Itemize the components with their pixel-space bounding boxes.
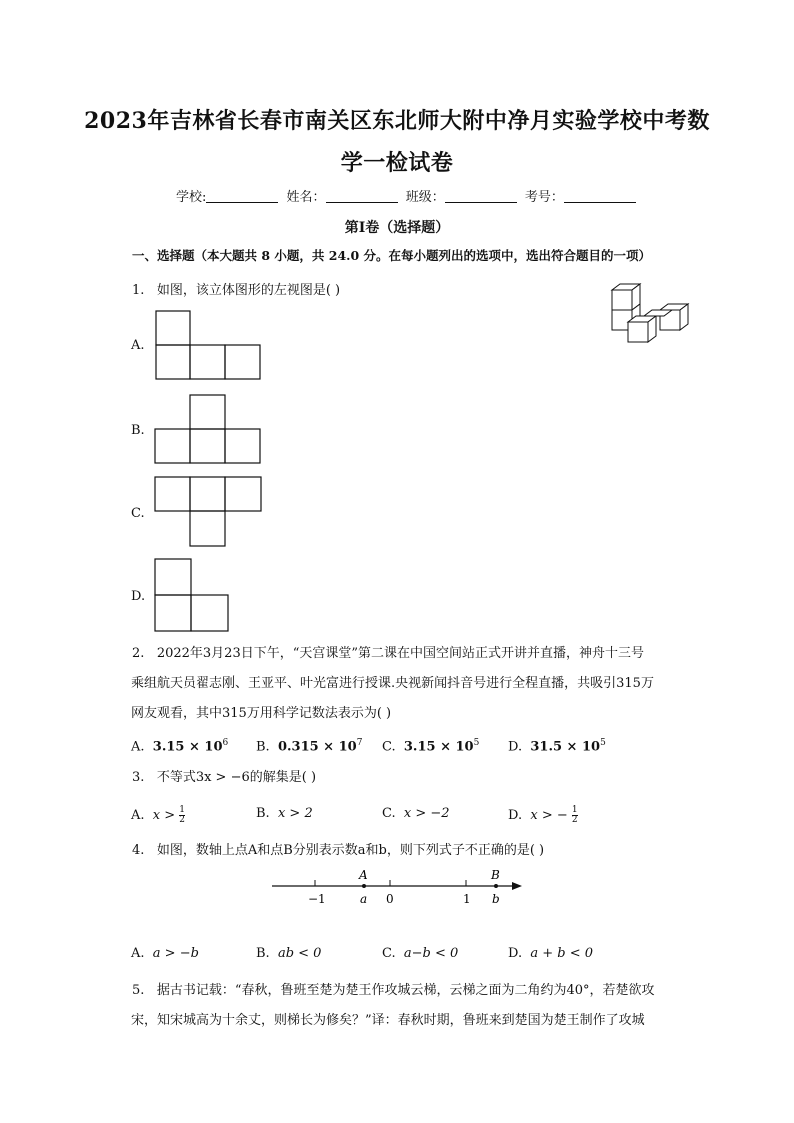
q4-text: 如图，数轴上点A和点B分别表示数a和b，则下列式子不正确的是( ) [156, 843, 545, 858]
q2-text-line2: 乘组航天员翟志刚、王亚平、叶光富进行授课.央视新闻抖音号进行全程直播，共吸引315万 [131, 676, 654, 691]
tick-1-label: 1 [463, 892, 471, 906]
q3-number: 3. [132, 770, 145, 785]
q1-option-c-label: C. [131, 506, 145, 521]
point-a-dot [362, 884, 366, 888]
q2-option-d-base: 31.5 × 10 [530, 739, 601, 755]
q4-option-c-text: a−b < 0 [403, 946, 459, 961]
q5-number: 5. [132, 983, 145, 998]
q2-option-b-exp: 7 [356, 738, 363, 748]
q3-option-b-label: B. [256, 806, 270, 821]
q2-stem-line1 [132, 645, 644, 663]
q3-option-a-label: A. [131, 808, 145, 823]
class-label: 班级： [405, 190, 445, 205]
q3-option-b-text: x > 2 [277, 806, 313, 821]
q3-option-a-fraction [179, 806, 185, 825]
q3-option-d-fraction [572, 806, 578, 825]
q1-text: 如图，该立体图形的左视图是( ) [156, 283, 341, 298]
q2-option-c [382, 738, 479, 754]
tick-0-label: 0 [386, 892, 394, 906]
school-label: 学校: [176, 190, 207, 205]
q2-option-a [131, 738, 228, 754]
arrow-right-icon [512, 882, 522, 890]
q3-option-c-text: x > −2 [403, 806, 450, 821]
q1-number: 1. [132, 283, 145, 298]
q2-option-c-label: C. [382, 739, 396, 755]
q1-option-a-label: A. [131, 338, 145, 353]
q4-option-a-text: a > −b [152, 946, 199, 961]
name-blank [326, 188, 398, 203]
q3-option-a-frac-num: 1 [179, 805, 186, 815]
q4-option-d [508, 946, 593, 961]
point-b-dot [494, 884, 498, 888]
q4-option-b [256, 946, 321, 961]
q3-option-d-text: x > − [530, 808, 568, 823]
q1-option-d-figure [155, 559, 231, 633]
q3-option-a-frac-den: 2 [179, 815, 186, 825]
point-b-label: B [491, 868, 500, 882]
school-blank [206, 188, 278, 203]
q2-option-b-label: B. [256, 739, 270, 755]
exam-no-label: 考号： [524, 190, 564, 205]
q1-option-b-label: B. [131, 423, 145, 438]
q1-option-d-label: D. [131, 589, 146, 604]
q2-option-b [256, 738, 362, 754]
q2-text-line3: 网友观看，其中315万用科学记数法表示为( ) [131, 706, 392, 721]
q4-stem [132, 842, 544, 860]
value-b-label: b [492, 892, 500, 906]
q4-number: 4. [132, 843, 145, 858]
point-a-label: A [359, 868, 368, 882]
q2-option-d-label: D. [508, 739, 523, 755]
tick-neg1-label: −1 [308, 892, 326, 906]
q4-option-d-label: D. [508, 946, 523, 961]
q3-stem [132, 769, 316, 787]
q2-option-a-exp: 6 [222, 738, 229, 748]
q3-option-a [131, 806, 185, 825]
student-info-line [176, 186, 640, 205]
q4-option-b-label: B. [256, 946, 270, 961]
q4-number-line [270, 866, 530, 910]
q5-text-line2: 宋，知宋城高为十余丈，则梯长为修矣？”译：春秋时期，鲁班来到楚国为楚王制作了攻城 [131, 1013, 645, 1028]
q4-option-d-text: a + b < 0 [530, 946, 594, 961]
q4-option-c [382, 946, 458, 961]
q5-stem-line1 [132, 982, 655, 1000]
class-blank [445, 188, 517, 203]
q3-option-d [508, 806, 578, 825]
q2-number: 2. [132, 646, 145, 661]
q3-option-b [256, 806, 313, 821]
q3-option-d-frac-den: 2 [571, 815, 578, 825]
page-title-line1: 2023年吉林省长春市南关区东北师大附中净月实验学校中考数 [84, 108, 710, 134]
q2-text-line1: 2022年3月23日下午，“天宫课堂”第二课在中国空间站正式开讲并直播，神舟十三号 [156, 646, 645, 661]
q5-text-line1: 据古书记载：“春秋，鲁班至楚为楚王作攻城云梯，云梯之面为二角约为40°，若楚欲攻 [156, 983, 655, 998]
name-label: 姓名： [286, 190, 326, 205]
q3-option-d-label: D. [508, 808, 523, 823]
q1-option-b-figure [155, 395, 263, 465]
q3-option-d-frac-num: 1 [571, 805, 578, 815]
q3-option-c [382, 806, 450, 821]
q2-option-d-exp: 5 [600, 738, 606, 748]
q2-option-c-base: 3.15 × 10 [403, 739, 474, 755]
q1-option-a-figure [156, 311, 262, 381]
value-a-label: a [360, 892, 368, 906]
q3-option-a-text: x > [152, 808, 180, 823]
q3-option-c-label: C. [382, 806, 396, 821]
q1-option-c-figure [155, 477, 263, 549]
q1-stem [132, 282, 340, 300]
exam-no-blank [564, 188, 636, 203]
page-title-line2: 学一检试卷 [340, 150, 454, 176]
q1-solid-figure [608, 284, 694, 348]
q4-option-b-text: ab < 0 [277, 946, 322, 961]
q2-option-a-base: 3.15 × 10 [152, 739, 223, 755]
q2-option-a-label: A. [131, 739, 145, 755]
q4-option-a-label: A. [131, 946, 145, 961]
q2-option-c-exp: 5 [473, 738, 480, 748]
section-heading: 一、选择题（本大题共 8 小题，共 24.0 分。在每小题列出的选项中，选出符合题目的一项） [132, 248, 652, 263]
q2-option-b-base: 0.315 × 10 [277, 739, 357, 755]
q4-option-c-label: C. [382, 946, 396, 961]
q2-option-d [508, 738, 606, 754]
q4-option-a [131, 946, 199, 961]
volume-heading: 第I卷（选择题） [344, 220, 450, 236]
q3-text: 不等式3x > −6的解集是( ) [156, 770, 317, 785]
